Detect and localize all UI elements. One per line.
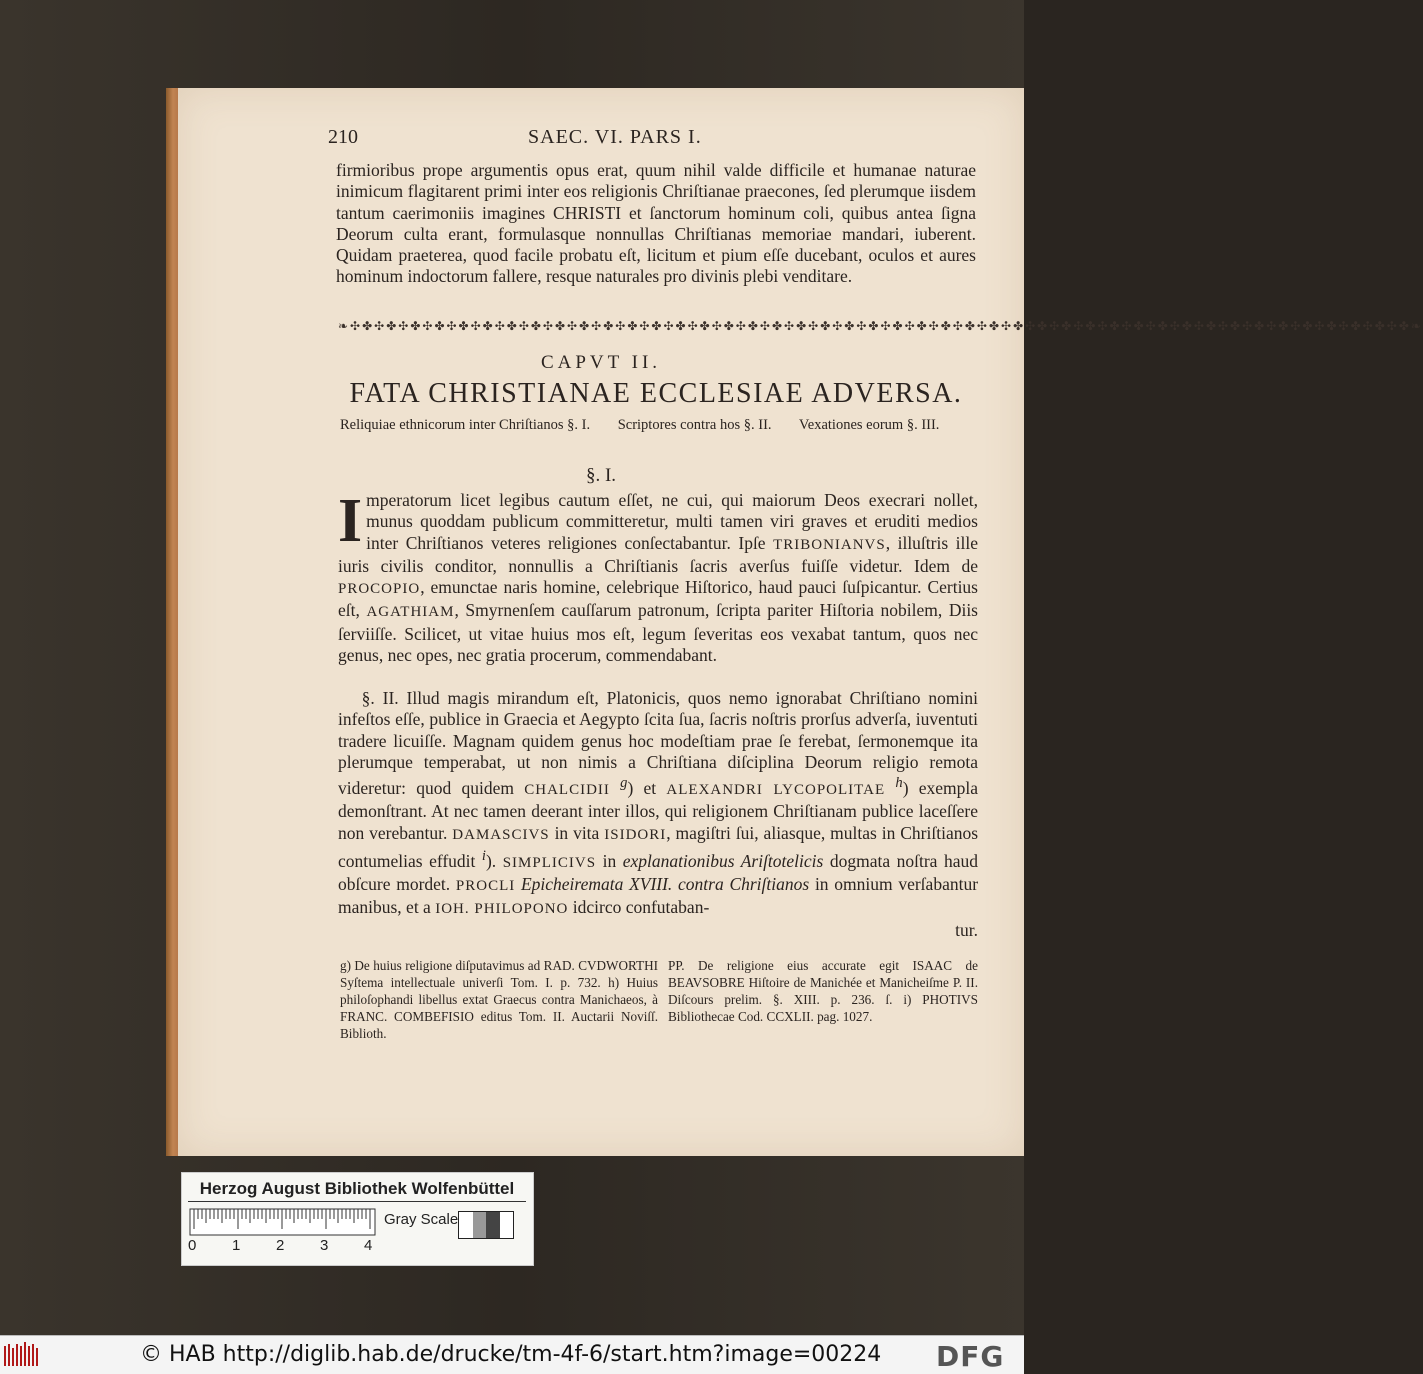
section-heading: §. I.: [585, 465, 617, 486]
hab-logo-icon: [4, 1342, 38, 1368]
chapter-number: CAPVT II.: [540, 352, 662, 373]
section-1-paragraph: [338, 487, 978, 666]
text-run: , magiſtri ſui, aliasque, multas in Chriſtianos contumelias effudit: [338, 822, 979, 871]
ruler-number: 1: [232, 1237, 241, 1254]
chapter-summary: [340, 416, 980, 435]
person-name: SIMPLICIVS: [502, 854, 597, 871]
summary-item: Reliquiae ethnicorum inter Chriſtianos §. I.: [340, 417, 591, 433]
text-run: , emunctae naris homine, celebrique Hiſtorico, haud pauci ſuſpicantur. Certius eſt,: [338, 577, 978, 621]
book-page: [178, 88, 1423, 1156]
text-run: dogmata noſtra haud obſcure mordet.: [338, 850, 978, 895]
text-run: in omnium verſabantur manibus, et a: [338, 874, 979, 918]
text-run: in vita: [554, 822, 600, 843]
ornamental-rule: ❧✣✤✣✤✣✤✣✤✣✤✣✤✣✤✣✤✣✤✣✤✣✤✣✤✣✤✣✤✣✤✣✤✣✤✣✤✣✤✣✤✣✤✣✤✣✤✣✤✣✤✣✤✣✤✣✤✣✤✣✤✣✤✣✤✣✤✣✤✣✤✣✤✣✤✣✤✣✤✣✤✣✤✣✤✣✤✣✤❧: [338, 319, 1423, 333]
work-title: explanationibus Ariſtotelicis: [622, 850, 824, 871]
page-number: 210: [328, 126, 358, 148]
drop-cap: I: [338, 487, 363, 555]
footnotes-left: g) De huius religione diſputavimus ad RAD. CVDWORTHI Syſtema intellectuale univerſi Tom. I. p. 732. h) Huius philoſophandi libellus extat Graecus contra Manichaeos, à FRANC. COMBEFISIO editus Tom. II. Auctarii Noviſſ. Biblioth.: [340, 958, 658, 1041]
person-name: CHALCIDII: [524, 782, 610, 799]
dfg-logo: DFG: [936, 1340, 1005, 1373]
text-run: ) et: [627, 778, 657, 799]
library-name: Herzog August Bibliothek Wolfenbüttel: [188, 1179, 526, 1202]
footer-bar: [0, 1335, 1024, 1374]
text-run: idcirco confutaban-: [572, 897, 710, 918]
ruler-number: 3: [320, 1237, 329, 1254]
intro-paragraph: firmioribus prope argumentis opus erat, quum nihil valde difficile et humanae naturae inimicum flagitarent primi inter eos religionis Chriſtianae praecones, ſed plerumque iisdem tantum caerimoniis imagines CHRISTI et ſanctorum hominum coli, quibus antea ſigna Deorum culta erant, formulasque nonnullas Chriſtianas memoriae mandari, iuberent. Quidam praeterea, quod facile probatu eſt, licitum et pium eſſe ducebant, oculos et aures hominum indoctorum fallere, resque naturales pro divinis plebi venditare.: [336, 160, 976, 287]
gray-patch: [473, 1212, 487, 1238]
work-title: Epicheiremata XVIII. contra Chriſtianos: [520, 874, 810, 895]
running-head: [328, 126, 988, 152]
ruler-number: 4: [364, 1237, 373, 1254]
summary-item: Scriptores contra hos §. II.: [617, 417, 772, 433]
summary-item: Vexationes eorum §. III.: [798, 417, 940, 433]
catchword: tur.: [955, 920, 978, 940]
scale-ruler: [190, 1209, 375, 1235]
gray-patch: [500, 1212, 514, 1238]
running-title: SAEC. VI. PARS I.: [528, 126, 702, 148]
footnote-ref: g: [620, 775, 628, 792]
chapter-title: FATA CHRISTIANAE ECCLESIAE ADVERSA.: [349, 378, 963, 409]
text-run: ).: [485, 850, 497, 871]
text-run: , Smyrnenſem cauſſarum patronum, ſcripta pariter Hiſtoria nobilem, Diis ſerviiſſe. Scilicet, ut vitae huius mos eſt, legum ſeveritas eos vexabat tantum, quos nec genus, nec opes, nec gratia procerum, commendabant.: [338, 600, 978, 666]
person-name: AGATHIAM: [366, 604, 455, 621]
gray-patch: [459, 1212, 473, 1238]
gray-scale-swatch: [458, 1211, 514, 1239]
person-name: ALEXANDRI LYCOPOLITAE: [666, 782, 886, 799]
person-name: PROCOPIO: [338, 581, 421, 598]
gray-patch: [486, 1212, 500, 1238]
text-run: mperatorum licet legibus cautum eſſet, ne cui, qui maiorum Deos execrari nollet, munus quoddam publicum committeretur, multi tamen viri graves et eruditi medios inter Chriſtianos veteres religiones conſectabantur. Ipſe: [366, 490, 978, 553]
ruler-number: 0: [188, 1237, 197, 1254]
text-run: ) exempla demonſtrant. At nec tamen deerant inter illos, qui religionem Chriſtianam publice laceſſere non verebantur.: [338, 778, 979, 843]
ruler-numbers: [188, 1237, 373, 1257]
text-run: , illuſtris ille iuris civilis conditor, nonnullis a Chriſtianis ſacris averſus fuiſſe videtur. Idem de: [338, 532, 978, 576]
footnotes-right: PP. De religione eius accurate egit ISAAC de BEAVSOBRE Hiſtoire de Manichée et Manicheiſme P. II. Diſcours prelim. §. XIII. p. 236. ſ. i) PHOTIVS Bibliothecae Cod. CCXLII. pag. 1027.: [668, 958, 978, 1024]
person-name: ISIDORI: [604, 826, 667, 843]
library-color-card: [181, 1172, 534, 1266]
footnote-ref: h: [895, 775, 903, 792]
section-2-paragraph: [338, 688, 978, 921]
text-run: §. II. Illud magis mirandum eſt, Platonicis, quos nemo ignorabat Chriſtiano nomini infeſtos eſſe, publice in Graecia et Aegypto ſcita ſua, ſacris noſtris prorſus adverſa, iuventuti tradere licuiſſe. Magnam quidem genus hoc modeſtiam prae ſe ferebat, ſermonemque ita plerumque temperabat, ut non nimis a Chriſtiana diſciplina Deorum religio remota videretur: quod quidem: [338, 688, 978, 799]
footnote-ref: i: [481, 847, 486, 864]
gray-scale-label: Gray Scale: [384, 1211, 459, 1228]
person-name: PROCLI: [455, 878, 516, 895]
copyright-url[interactable]: © HAB http://diglib.hab.de/drucke/tm-4f-6/start.htm?image=00224: [140, 1342, 882, 1367]
text-run: in: [602, 850, 617, 871]
person-name: IOH. PHILOPONO: [435, 901, 569, 918]
person-name: TRIBONIANVS: [773, 536, 886, 553]
person-name: DAMASCIVS: [452, 826, 550, 843]
ruler-number: 2: [276, 1237, 285, 1254]
